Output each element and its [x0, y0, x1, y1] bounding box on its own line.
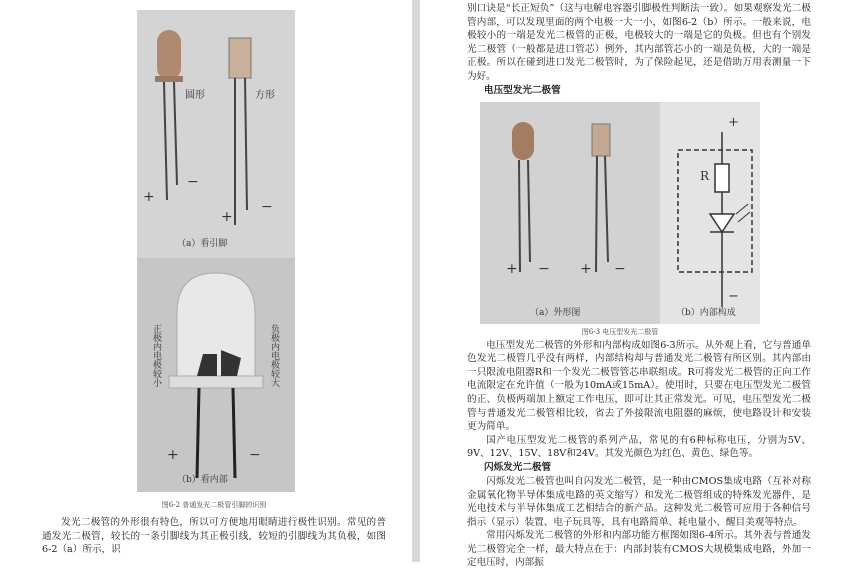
- body-paragraph: 电压型发光二极管的外形和内部构成如图6-3所示。从外观上看，它与普通单色发光二极管几乎没有两样，内部结构却与普通发光二极管有所区别。其内部由一只限流电阻器R和一个发光二极管管芯串联组成。R可将发光二极管的正向工作电流限定在允许值（一般为10mA或15mA）。使用时，只要在电压型发光二极管的正、负极两端加上额定工作电压，即可让其正常发光。可见，电压型发光二极管与普通发光二极管相比较，省去了外接限流电阻器的麻烦，使电路设计和安装更为简单。: [467, 339, 811, 433]
- minus-sign: −: [187, 174, 199, 190]
- body-paragraph: 常用闪烁发光二极管的外形和内部功能方框图如图6-4所示。其外表与普通发光二极管完全一样，最大特点在于：内部封装有CMOS大规模集成电路，外加一定电压时，内部振: [467, 530, 811, 569]
- led-leads-illustration: [137, 10, 295, 258]
- section-heading: 闪烁发光二极管: [484, 461, 552, 473]
- body-paragraph: 国产电压型发光二极管的系列产品，常见的有6种标称电压，分别为5V、9V、12V、15V、18V和24V。其发光颜色为红色、黄色、绿色等。: [467, 434, 811, 460]
- figure-caption: 图6-2 普通发光二极管引脚的识别: [161, 501, 267, 509]
- minus-sign: −: [538, 260, 550, 277]
- body-paragraph: 闪烁发光二极管也叫自闪发光二极管，是一种由CMOS集成电路（互补对称金属氧化物半导体集成电路的英文缩写）和发光二极管组成的特殊发光器件，是光电技术与半导体集成工艺相结合的新产品。这种发光二极管可应用于各种信号指示（显示）装置、电子玩具等，具有电路简单、耗电量小、醒目美观等特点。: [467, 475, 811, 528]
- plus-sign: +: [221, 209, 233, 225]
- page-gutter: [412, 0, 420, 562]
- figure-caption-a: （a）看引脚: [177, 239, 228, 249]
- section-heading: 电压型发光二极管: [484, 84, 561, 96]
- figure-6-2b-photo: [137, 258, 295, 492]
- resistor-label: R: [700, 168, 710, 183]
- figure-6-2a-photo: [137, 10, 295, 258]
- plus-sign: +: [506, 260, 518, 277]
- voltage-led-illustration: [480, 102, 760, 324]
- body-paragraph: 别口诀是“长正短负”（这与电解电容器引脚极性判断法一致）。如果观察发光二极管内部，可以发现里面的两个电极一大一小，如图6-2（b）所示。一般来说，电极较小的一端是发光二极管的正极，电极较大的一端是它的负极。但也有个别发光二极管（一般都是进口管芯）例外，其内部管芯小的一端是负极，大的一端是正极。所以在碰到进口发光二极管时，为了保险起见，还是借助万用表测量一下为好。: [467, 3, 811, 82]
- plus-sign: +: [580, 260, 592, 277]
- minus-sign: −: [249, 447, 261, 463]
- minus-sign: −: [614, 260, 626, 277]
- body-paragraph: 发光二极管的外形很有特色，所以可方便地用眼睛进行极性识别。常见的普通发光二极管，较长的一条引脚线为其正极引线，较短的引脚线为其负极，如图6-2（a）所示，识: [42, 517, 386, 556]
- figure-6-3: [480, 102, 760, 324]
- figure-caption-b: （b）内部构成: [676, 307, 736, 318]
- minus-sign: −: [728, 288, 739, 304]
- figure-caption: 图6-3 电压型发光二极管: [581, 327, 659, 336]
- plus-sign: +: [728, 114, 739, 130]
- left-page: [0, 0, 412, 557]
- plus-sign: +: [167, 447, 179, 463]
- figure-caption-b: （b）看内部: [177, 475, 228, 485]
- positive-electrode-label: 正极内电极较小: [151, 324, 161, 387]
- round-label: 圆形: [185, 90, 205, 101]
- negative-electrode-label: 负极内电极较大: [269, 324, 279, 387]
- square-label: 方形: [255, 90, 275, 101]
- plus-sign: +: [143, 189, 155, 205]
- minus-sign: −: [261, 199, 273, 215]
- right-page: [420, 0, 843, 570]
- figure-caption-a: （a）外形图: [530, 307, 581, 318]
